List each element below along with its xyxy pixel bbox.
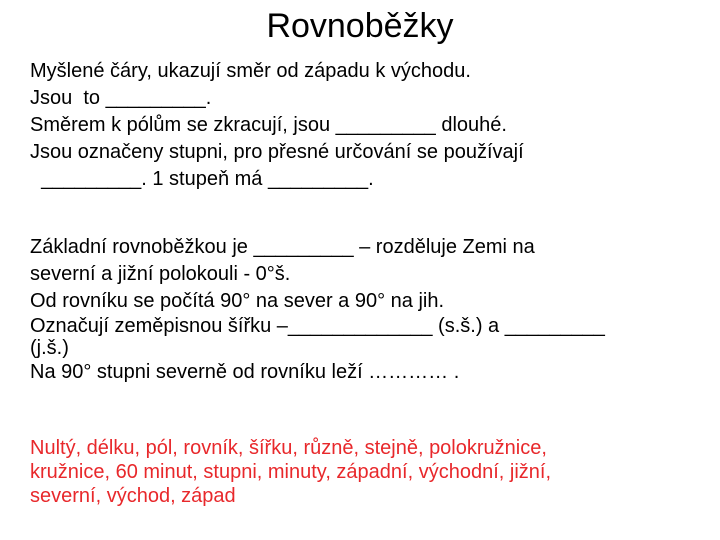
- text-line: Myšlené čáry, ukazují směr od západu k východu.: [30, 60, 471, 82]
- text-line: Označují zeměpisnou šířku –_____________ (s.š.) a _________: [30, 315, 605, 337]
- text-line: (j.š.): [30, 337, 69, 359]
- text-line: Od rovníku se počítá 90° na sever a 90° na jih.: [30, 290, 445, 312]
- paragraph-equator: [30, 234, 700, 386]
- answer-line: severní, východ, západ: [30, 485, 236, 507]
- text-line: Na 90° stupni severně od rovníku leží ………… .: [30, 361, 460, 383]
- text-line: severní a jižní polokouli - 0°š.: [30, 263, 291, 285]
- text-line: Směrem k pólům se zkracují, jsou _________ dlouhé.: [30, 114, 507, 136]
- text-line: _________. 1 stupeň má _________.: [30, 168, 374, 190]
- text-line: Základní rovnoběžkou je _________ – rozděluje Zemi na: [30, 236, 535, 258]
- answer-word-bank: [30, 436, 700, 508]
- slide-title: Rovnoběžky: [266, 7, 454, 45]
- paragraph-parallels-intro: [30, 58, 700, 193]
- answer-line: kružnice, 60 minut, stupni, minuty, západní, východní, jižní,: [30, 461, 551, 483]
- text-line: Jsou označeny stupni, pro přesné určování se používají: [30, 141, 524, 163]
- answer-line: Nultý, délku, pól, rovník, šířku, různě, stejně, polokružnice,: [30, 437, 547, 459]
- text-line: Jsou to _________.: [30, 87, 212, 109]
